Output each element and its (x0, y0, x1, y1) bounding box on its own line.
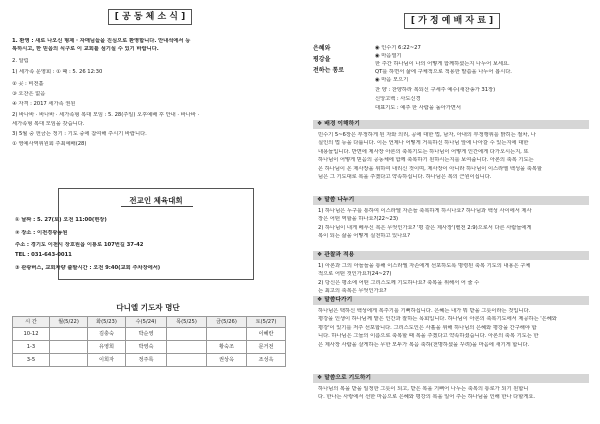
section-text-line: 2) 하나님이 내게 베푸신 복은 무엇인가요? '평 같은 제사장'(벧전 2:9)으로서 다른 사람들에게 (318, 224, 532, 231)
prayer-cell (167, 340, 207, 353)
section-text-line: 니다. 하나님은 그들의 이름으로 축복할 때 복을 주겠다고 약속하셨습니다. 아론의 축복 기도는 한 (318, 333, 539, 340)
prayer-cell (50, 353, 88, 366)
prayer-cell: 3-5 (13, 353, 50, 366)
side-label-2: 평강을 (313, 56, 331, 63)
section-text-line: 온 하나님이 온 제사장을 위하여 내리신 것이며, 제사장이 아니라 하나님이 이스라엘 백성을 축복할 (318, 165, 542, 172)
prayer-cell (207, 327, 247, 340)
section-heading: ❖ 관찰과 적용 (313, 251, 589, 260)
side-label-1: 은혜와 (313, 45, 331, 52)
prayer-cell: 박순영 (126, 327, 167, 340)
prayer-cell: 문거전 (247, 340, 286, 353)
section-text-line: 실인의 법 등을 다룹니다. 이는 언제나 어떻게 거룩하신 하나님 앞에 나아갈 수 있는지에 대한 (318, 140, 529, 147)
section-text-line: 하나님이 어떻게 믿음의 공동체에 함께 축복하기 원하시는지를 보여줍니다. 아론의 축복 기도는 (318, 157, 534, 164)
prayer-cell: 황숙조 (207, 340, 247, 353)
worship-info-line: 대표기도 : 예주 한 사람을 돌아가면서 (375, 105, 461, 111)
worship-info-line: QT를 하면서 삶에 구체적으로 적용한 말씀을 나누어 봅시다. (375, 69, 512, 75)
event-detail-line: ① 날짜 : 5. 27(토) 오전 11:00(현장) (15, 217, 107, 223)
prayer-cell: 이혜란 (247, 327, 286, 340)
section-text-line: 하나님의 복을 받을 일정한 그릇이 되고, 받은 복을 기뻐어 나누는 축복의 통로가 되기 원합니 (318, 386, 529, 392)
event-title: 전교인 체육대회 (129, 196, 183, 205)
prayer-header-cell: 시 간 (13, 317, 50, 328)
prayer-cell: 유영희 (88, 340, 126, 353)
section-text-line: 다. 한나는 사랑에서 선한 마음으로 은혜와 평강의 복을 일어 주는 하나님을 인해 한나 다할게요. (318, 394, 536, 401)
prayer-cell (167, 327, 207, 340)
news-line: 2) 바나바 · 바나바 · 세가족형 복대 모임 : 5. 28(주일) 오후예배 후 안내 · 바나바 · (12, 112, 200, 118)
event-detail-line: ② 장소 : 이천경광농원 (15, 230, 68, 236)
section-text-line: 하나님은 택하신 백성에게 복주기를 기뻐하십니다. 은혜는 내가 뭐 받을 그릇이라는 것입니다. (318, 308, 531, 314)
section-text-line: 내용들입니다. 반면에 제사장 아론의 축복기도는 하나님이 어떻게 인간에게 다가오시는지, 또 (318, 148, 529, 155)
prayer-cell: 김충숙 (88, 327, 126, 340)
section-text-line: 장은 어떤 역할을 하나요?(22~23) (318, 216, 399, 223)
worship-info-line: 찬 양 : 찬양하라 복되신 구세주 예수(새찬송가 31장) (375, 87, 496, 93)
event-title-underline (121, 206, 193, 207)
event-detail-line: 주소 : 경기도 이천시 장호원읍 이룡로 107번길 37-42 (15, 242, 144, 248)
side-label-3: 전하는 통로 (313, 67, 345, 74)
news-line: ④ 자격 : 2017 세가족 권원 (12, 101, 76, 107)
section-text-line: 1) 아론과 그의 아들들을 통해 이스라엘 자손에게 선포하도록 명령된 축복 기도의 내용은 구체 (318, 263, 531, 269)
section-text-line: 복이 되는 삶을 어떻게 실천하고 있나요? (318, 233, 410, 240)
section-text-line: 평강을 인생이 하나님께 맡은 인간과 잘하는 목회입니다. 하나님이 아론의 축복기도에서 제공하는 '은혜와 (318, 316, 557, 323)
sports-event-box (15, 188, 254, 280)
section-text-line: 는 최고의 축복은 무엇인가요? (318, 288, 387, 295)
section-text-line: 민수기 5~6장은 부정하게 된 자와 의리, 공에 대한 법, 남자, 아내의 부정행위를 밝히는 절차, 나 (318, 132, 536, 138)
worship-info-line: 한 주간 하나님이 나의 어떻게 함께하셨는지 나누어 보세요. (375, 61, 510, 67)
section-text-line: 2) 당신은 평소에 어떤 그리스도께 기도하나요? 축복을 위해서 어 줄 수 (318, 279, 480, 286)
section-text-line: 1) 하나님은 누구를 통하여 이스라엘 자손들 축복하게 하시나요? 하나님과 백성 사이에서 제사 (318, 208, 532, 214)
section-text-line: 은 제사장 사람을 살게하는 무한 모두가 복음 축하(천명하셨을 꾸려)을 마음에 새기게 합니다. (318, 341, 530, 348)
section-heading: ❖ 말씀으로 기도하기 (313, 374, 589, 383)
news-line: 세가족형 복대 모임을 갖습니다. (12, 121, 85, 127)
prayer-cell (50, 340, 88, 353)
prayer-list-title: 다니엘 기도자 명단 (116, 303, 180, 312)
prayer-header-cell: 월(5/22) (50, 317, 88, 328)
prayer-cell: 박영숙 (126, 340, 167, 353)
section-heading: ❖ 배경 이해하기 (313, 120, 589, 129)
family-worship-title: [ 가 정 예 배 자 료 ] (404, 13, 500, 29)
prayer-header-cell: 토(5/27) (247, 317, 286, 328)
prayer-header-cell: 금(5/26) (207, 317, 247, 328)
prayer-header-cell: 화(5/23) (88, 317, 126, 328)
section-text-line: 적으로 어떤 것인가요?(24~27) (318, 271, 392, 278)
prayer-cell: 정주록 (126, 353, 167, 366)
community-news-title: [ 공 동 체 소 식 ] (108, 9, 192, 25)
news-line: 3) 5월 중 헌금는 정기 : 기도 중에 참여해 주시기 바랍니다. (12, 131, 147, 137)
news-line: 1) 세가족 운영회 : ① 때 : 5. 26 12:30 (12, 69, 103, 75)
prayer-table-row (13, 340, 286, 353)
news-line: 1. 환영 : 새로 나오신 형제 · 자매님들을 진심으로 환영합니다. 안내석에서 등 (12, 38, 191, 44)
event-detail-line: TEL : 031-643-0011 (15, 252, 72, 258)
prayer-cell: 10-12 (13, 327, 50, 340)
community-news-column (0, 0, 296, 424)
prayer-cell: 1-3 (13, 340, 50, 353)
news-line: 록하시고, 한 믿음의 식구로 이 교회를 섬기실 수 있기 바랍니다. (12, 46, 159, 52)
worship-info-line: ◉ 마음 모으기 (375, 77, 409, 83)
prayer-table-row (13, 353, 286, 366)
worship-info-line: ◉ 인수기 6:22~27 (375, 45, 421, 51)
event-detail-line: ③ 관광버스, 교회차량 출발시간 : 오전 9:40(교회 주차장에서) (15, 265, 161, 271)
prayer-table-row (13, 327, 286, 340)
section-text-line: 님은 그 기도대로 복을 주겠다고 약속하십니다. 하나님은 복의 근원이십니다. (318, 174, 492, 180)
prayer-header-cell: 수(5/24) (126, 317, 167, 328)
news-line: ① 영예사역위원회 주최예배(28) (12, 141, 87, 147)
section-heading: ❖ 말씀 나누기 (313, 196, 589, 205)
section-text-line: 평강'이 있기를 저주 선포합니다. 그리스도인은 사흘을 위해 하나님의 은혜와 평강을 간구해야 합 (318, 324, 537, 331)
prayer-cell: 이희자 (88, 353, 126, 366)
worship-info-line: ◉ 마음열기 (375, 53, 402, 59)
news-line: 2. 알림 (12, 58, 29, 64)
prayer-cell: 조성옥 (247, 353, 286, 366)
prayer-table (12, 316, 286, 367)
prayer-cell: 권상옥 (207, 353, 247, 366)
worship-info-line: 신앙고백 : 사도신경 (375, 96, 421, 102)
prayer-cell (167, 353, 207, 366)
prayer-header-cell: 목(5/25) (167, 317, 207, 328)
news-line: ② 곳 : 비전홀 (12, 81, 44, 87)
prayer-cell (50, 327, 88, 340)
prayer-table-header (13, 317, 286, 328)
news-line: ③ 오찬은 없음 (12, 91, 46, 97)
section-heading: ❖ 말씀다가기 (313, 296, 589, 305)
